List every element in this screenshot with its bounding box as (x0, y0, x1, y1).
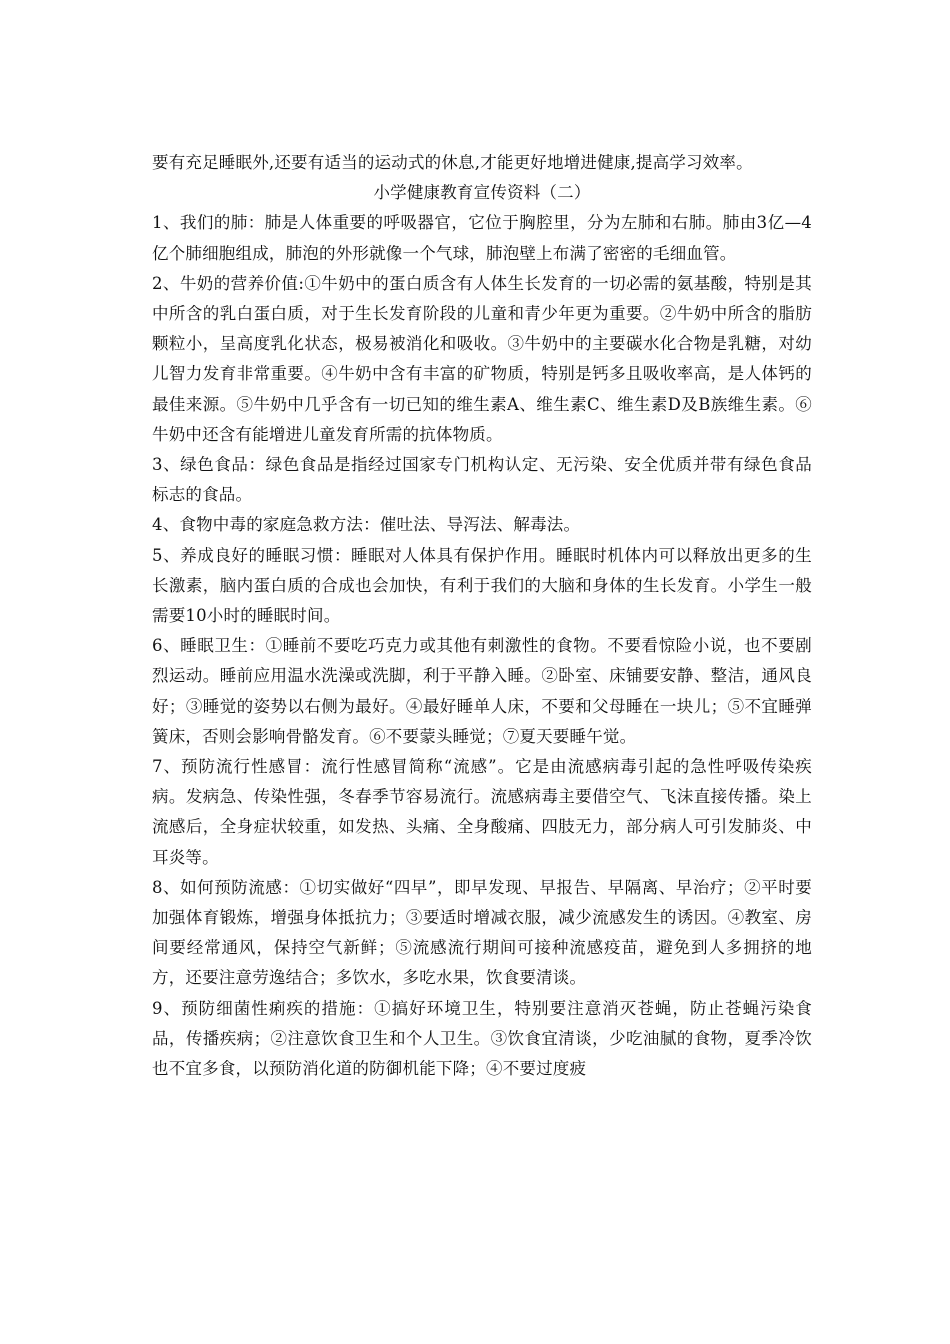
item-6: 6、睡眠卫生：①睡前不要吃巧克力或其他有刺激性的食物。不要看惊险小说，也不要剧烈运动。睡前应用温水洗澡或洗脚，利于平静入睡。②卧室、床铺要安静、整洁，通风良好；③睡觉的姿势以右侧为最好。④最好睡单人床，不要和父母睡在一块儿；⑤不宜睡弹簧床，否则会影响骨骼发育。⑥不要蒙头睡觉；⑦夏天要睡午觉。 (152, 636, 812, 746)
item-4: 4、食物中毒的家庭急救方法：催吐法、导泻法、解毒法。 (152, 515, 581, 535)
item-3: 3、绿色食品：绿色食品是指经过国家专门机构认定、无污染、安全优质并带有绿色食品标志的食品。 (152, 455, 812, 505)
item-7: 7、预防流行性感冒：流行性感冒简称“流感”。它是由流感病毒引起的急性呼吸传染疾病。发病急、传染性强，冬春季节容易流行。流感病毒主要借空气、飞沫直接传播。染上流感后，全身症状较重，如发热、头痛、全身酸痛、四肢无力，部分病人可引发肺炎、中耳炎等。 (152, 757, 812, 867)
item-2: 2、牛奶的营养价值:①牛奶中的蛋白质含有人体生长发育的一切必需的氨基酸，特别是其中所含的乳白蛋白质，对于生长发育阶段的儿童和青少年更为重要。②牛奶中所含的脂肪颗粒小，呈高度乳化状态，极易被消化和吸收。③牛奶中的主要碳水化合物是乳糖，对幼儿智力发育非常重要。④牛奶中含有丰富的矿物质，特别是钙多且吸收率高，是人体钙的最佳来源。⑤牛奶中几乎含有一切已知的维生素A、维生素C、维生素D及B族维生素。⑥牛奶中还含有能增进儿童发育所需的抗体物质。 (152, 273, 812, 444)
item-1: 1、我们的肺：肺是人体重要的呼吸器官，它位于胸腔里，分为左肺和右肺。肺由3亿—4亿个肺细胞组成，肺泡的外形就像一个气球，肺泡壁上布满了密密的毛细血管。 (152, 213, 812, 263)
item-9: 9、预防细菌性痢疾的措施：①搞好环境卫生，特别要注意消灭苍蝇，防止苍蝇污染食品，传播疾病；②注意饮食卫生和个人卫生。③饮食宜清谈，少吃油腻的食物，夏季冷饮也不宜多食，以预防消化道的防御机能下降；④不要过度疲 (152, 998, 812, 1079)
document-title: 小学健康教育宣传资料（二） (373, 183, 591, 203)
intro-paragraph: 要有充足睡眠外,还要有适当的运动式的休息,才能更好地增进健康,提高学习效率。 (152, 153, 753, 172)
item-8: 8、如何预防流感：①切实做好“四早”，即早发现、早报告、早隔离、早治疗；②平时要加强体育锻炼，增强身体抵抗力；③要适时增减衣服，减少流感发生的诱因。④教室、房间要经常通风，保持空气新鲜；⑤流感流行期间可接种流感疫苗，避免到人多拥挤的地方，还要注意劳逸结合；多饮水，多吃水果，饮食要清谈。 (152, 877, 812, 988)
item-5: 5、养成良好的睡眠习惯：睡眠对人体具有保护作用。睡眠时机体内可以释放出更多的生长激素，脑内蛋白质的合成也会加快，有利于我们的大脑和身体的生长发育。小学生一般需要10小时的睡眠时间。 (152, 545, 812, 626)
document-body (152, 148, 812, 1084)
